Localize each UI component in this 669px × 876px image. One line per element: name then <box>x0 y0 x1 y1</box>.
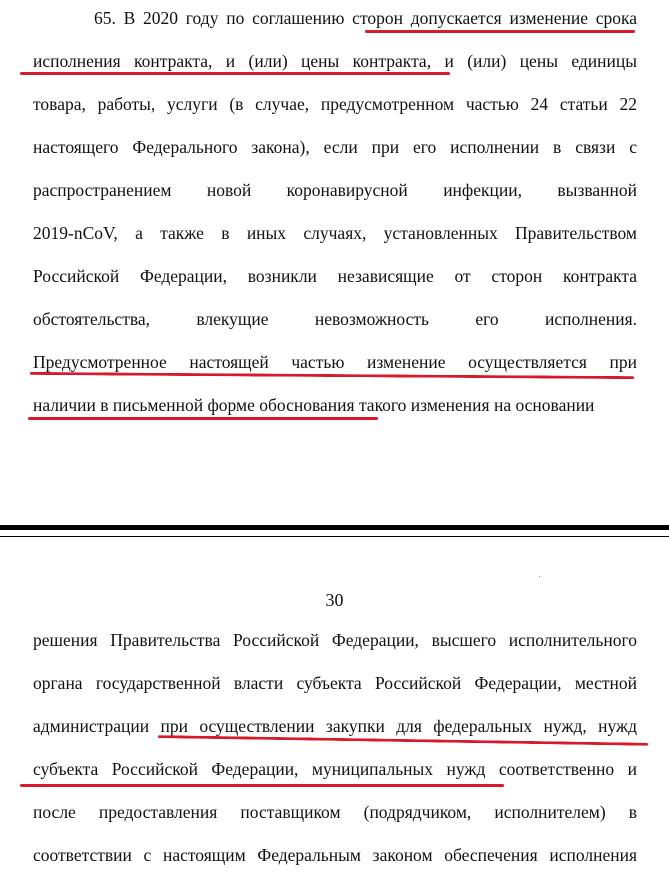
red-underline-highlight <box>20 784 504 787</box>
red-underline-highlight <box>365 30 635 33</box>
text-line: исполнения контракта, и (или) цены контракта, и (или) цены единицы <box>33 51 637 71</box>
text-line: соответствии с настоящим Федеральным законом обеспечения исполнения <box>33 845 637 865</box>
text-line: 65. В 2020 году по соглашению сторон допускается изменение срока <box>94 8 637 28</box>
red-underline-highlight <box>20 72 450 75</box>
text-line: обстоятельства, влекущие невозможность его исполнения. <box>33 309 637 329</box>
text-line: администрации при осуществлении закупки для федеральных нужд, нужд <box>33 716 637 736</box>
text-line: распространением новой коронавирусной инфекции, вызванной <box>33 180 637 200</box>
page-separator-thin <box>0 536 669 537</box>
scan-speck <box>539 576 540 577</box>
text-line: субъекта Российской Федерации, муниципальных нужд соответственно и <box>33 759 637 779</box>
text-line: настоящего Федерального закона), если при его исполнении в связи с <box>33 137 637 157</box>
text-line: Российской Федерации, возникли независящие от сторон контракта <box>33 266 637 286</box>
page-number: 30 <box>325 590 344 610</box>
text-line: 2019-nCoV, а также в иных случаях, установленных Правительством <box>33 223 637 243</box>
text-line: после предоставления поставщиком (подрядчиком, исполнителем) в <box>33 802 637 822</box>
text-line: Предусмотренное настоящей частью изменение осуществляется при <box>33 352 637 372</box>
text-line: товара, работы, услуги (в случае, предусмотренном частью 24 статьи 22 <box>33 94 637 114</box>
red-underline-highlight <box>28 417 378 420</box>
text-line: решения Правительства Российской Федерации, высшего исполнительного <box>33 630 637 650</box>
text-line: органа государственной власти субъекта Российской Федерации, местной <box>33 673 637 693</box>
page-separator <box>0 525 669 530</box>
text-line: наличии в письменной форме обоснования такого изменения на основании <box>33 395 595 415</box>
